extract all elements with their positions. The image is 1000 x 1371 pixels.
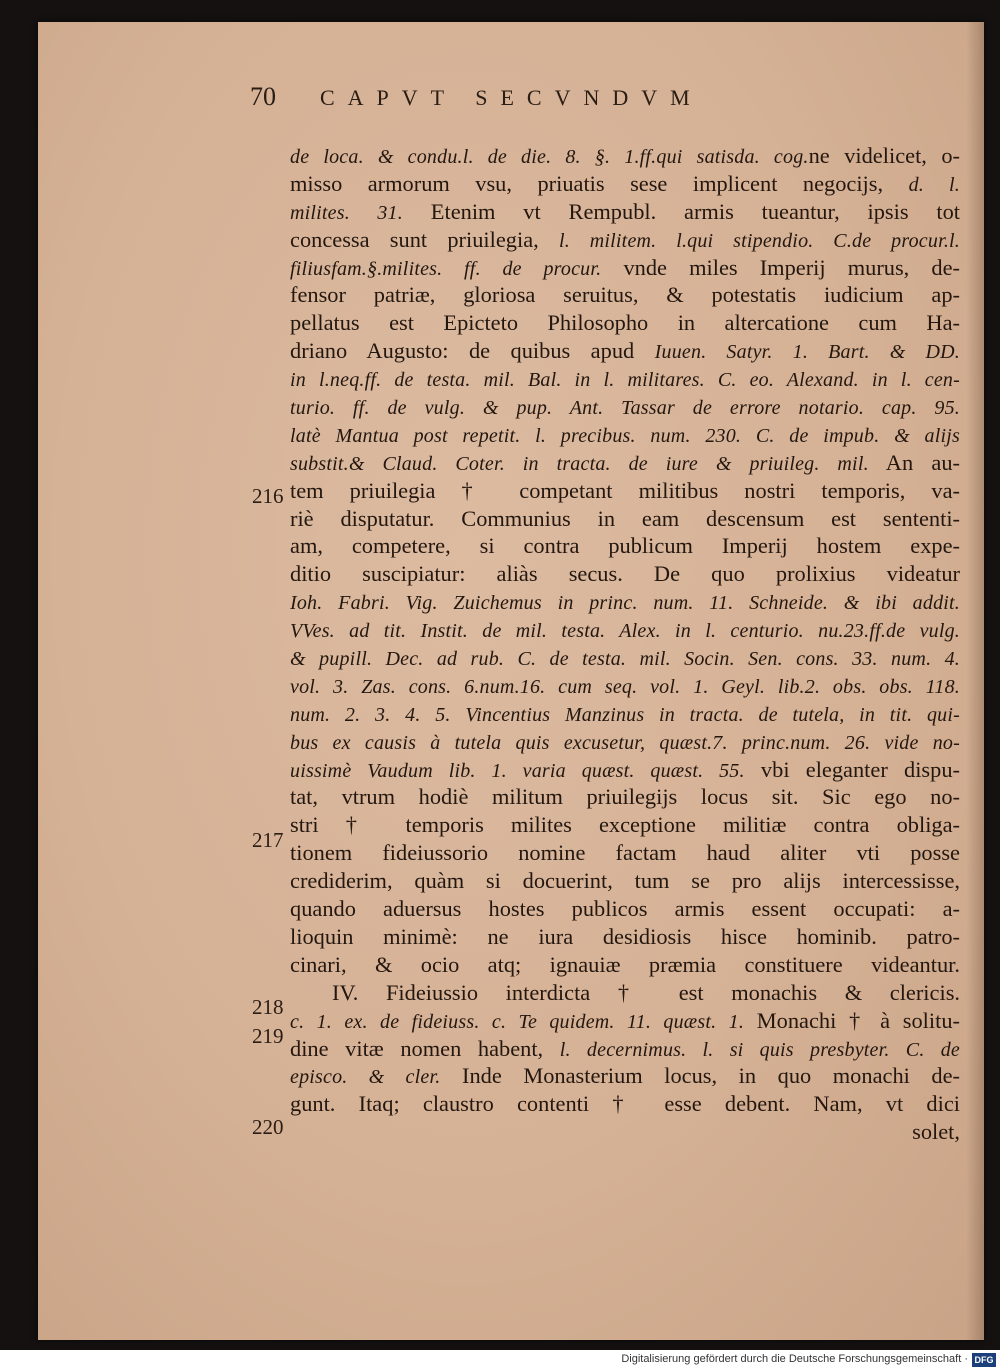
- body-segment: dine vitæ nomen habent,: [290, 1035, 560, 1061]
- citation-text: uissimè Vaudum lib. 1. varia quæst. quæst. 55.: [290, 759, 745, 782]
- body-text: [290, 142, 960, 1146]
- body-segment: Inde Monasterium locus, in quo monachi de-: [440, 1063, 960, 1089]
- text-line: [290, 811, 960, 839]
- page-number: 70: [250, 82, 276, 111]
- body-segment: solet,: [912, 1119, 960, 1145]
- text-line: [290, 867, 960, 895]
- text-line: [290, 449, 960, 477]
- margin-number-218: 218: [252, 995, 284, 1019]
- body-segment: IV. Fideiussio interdicta † est monachis & clericis.: [332, 979, 960, 1005]
- text-line: [290, 1007, 960, 1035]
- citation-text: num. 2. 3. 4. 5. Vincentius Manzinus in tracta. de tutela, in tit. qui-: [290, 703, 960, 726]
- text-line: [290, 1118, 960, 1146]
- page-edge-shadow: [966, 22, 984, 1340]
- body-segment: tionem fideiussorio nomine factam haud aliter vti posse: [290, 840, 960, 866]
- body-segment: tat, vtrum hodiè militum priuilegijs locus sit. Sic ego no-: [290, 784, 960, 810]
- text-line: [290, 142, 960, 170]
- citation-text: VVes. ad tit. Instit. de mil. testa. Alex. in l. centurio. nu.23.ff.de vulg.: [290, 620, 960, 643]
- text-line: [290, 532, 960, 560]
- text-line: [290, 198, 960, 226]
- body-segment: vbi eleganter dispu-: [744, 756, 960, 782]
- citation-text: c. 1. ex. de fideiuss. c. Te quidem. 11. quæst. 1.: [290, 1010, 745, 1033]
- citation-text: vol. 3. Zas. cons. 6.num.16. cum seq. vol. 1. Geyl. lib.2. obs. obs. 118.: [290, 675, 960, 698]
- text-line: [290, 309, 960, 337]
- citation-text: & pupill. Dec. ad rub. C. de testa. mil. Socin. Sen. cons. 33. num. 4.: [290, 648, 960, 671]
- body-segment: am, competere, si contra publicum Imperij hostem expe-: [290, 533, 960, 559]
- margin-number-217: 217: [252, 828, 284, 852]
- body-segment: misso armorum vsu, priuatis sese implicent negocijs,: [290, 170, 909, 196]
- dfg-logo: DFG: [972, 1353, 996, 1367]
- body-segment: pellatus est Epicteto Philosopho in altercatione cum Ha-: [290, 310, 960, 336]
- body-segment: Monachi † à solitu-: [744, 1007, 960, 1033]
- text-line: [290, 170, 960, 198]
- citation-text: filiusfam.§.milites. ff. de procur.: [290, 257, 602, 280]
- text-line: [290, 226, 960, 254]
- body-segment: crediderim, quàm si docuerint, tum se pro alijs intercessisse,: [290, 868, 960, 894]
- footer-bar: [0, 1350, 1000, 1371]
- body-segment: quando aduersus hostes publicos armis essent occupati: a-: [290, 896, 960, 922]
- text-line: [290, 365, 960, 393]
- body-segment: vnde miles Imperij murus, de-: [601, 254, 960, 280]
- citation-text: Iuuen. Satyr. 1. Bart. & DD.: [654, 341, 960, 364]
- text-line: [290, 839, 960, 867]
- body-segment: driano Augusto: de quibus apud: [290, 338, 655, 364]
- body-segment: gunt. Itaq; claustro contenti † esse debent. Nam, vt dici: [290, 1091, 960, 1117]
- text-line: [290, 1035, 960, 1063]
- citation-text: l. decernimus. l. si quis presbyter. C. de: [559, 1038, 960, 1061]
- citation-text: bus ex causis à tutela quis excusetur, quæst.7. princ.num. 26. vide no-: [290, 731, 960, 754]
- text-line: [290, 895, 960, 923]
- citation-text: latè Mantua post repetit. l. precibus. num. 230. C. de impub. & alijs: [290, 424, 960, 447]
- body-segment: stri † temporis milites exceptione militiæ contra obliga-: [290, 812, 960, 838]
- text-line: [290, 700, 960, 728]
- margin-number-220: 220: [252, 1115, 284, 1139]
- citation-text: de loca. & condu.l. de die. 8. §. 1.ff.qui satisda. cog.: [290, 146, 809, 168]
- text-line: [290, 783, 960, 811]
- citation-text: episco. & cler.: [290, 1066, 441, 1089]
- citation-text: turio. ff. de vulg. & pup. Ant. Tassar de errore notario. cap. 95.: [290, 397, 960, 420]
- text-line: [290, 1062, 960, 1090]
- body-segment: ne videlicet, o-: [808, 143, 960, 168]
- margin-number-216: 216: [252, 484, 284, 508]
- text-line: [290, 281, 960, 309]
- text-line: [290, 923, 960, 951]
- text-line: [290, 421, 960, 449]
- body-segment: Etenim vt Rempubl. armis tueantur, ipsis tot: [402, 198, 960, 224]
- text-line: [290, 951, 960, 979]
- footer-credit: Digitalisierung gefördert durch die Deutsche Forschungsgemeinschaft ·: [621, 1353, 968, 1365]
- body-segment: lioquin minimè: ne iura desidiosis hisce hominib. patro-: [290, 923, 960, 949]
- text-line: [290, 505, 960, 533]
- body-segment: fensor patriæ, gloriosa seruitus, & potestatis iudicium ap-: [290, 282, 960, 308]
- citation-text: milites. 31.: [290, 201, 403, 224]
- text-line: [290, 979, 960, 1007]
- running-title: CAPVT SECVNDVM: [320, 85, 703, 110]
- running-head: [250, 82, 820, 116]
- text-line: [290, 588, 960, 616]
- body-segment: cinari, & ocio atq; ignauiæ præmia constituere videantur.: [290, 951, 960, 977]
- text-line: [290, 756, 960, 784]
- citation-text: d. l.: [908, 173, 960, 196]
- citation-text: l. militem. l.qui stipendio. C.de procur.l.: [558, 229, 960, 252]
- body-segment: riè disputatur. Communius in eam descensum est sententi-: [290, 505, 960, 531]
- text-line: [290, 254, 960, 282]
- citation-text: Ioh. Fabri. Vig. Zuichemus in princ. num. 11. Schneide. & ibi addit.: [290, 592, 960, 615]
- text-line: [290, 477, 960, 505]
- text-line: [290, 616, 960, 644]
- citation-text: in l.neq.ff. de testa. mil. Bal. in l. militares. C. eo. Alexand. in l. cen-: [290, 369, 960, 392]
- text-line: [290, 644, 960, 672]
- body-segment: tem priuilegia † competant militibus nostri temporis, va-: [290, 477, 960, 503]
- text-line: [290, 672, 960, 700]
- text-line: [290, 728, 960, 756]
- citation-text: substit.& Claud. Coter. in tracta. de iure & priuileg. mil.: [290, 452, 869, 475]
- body-segment: concessa sunt priuilegia,: [290, 226, 559, 252]
- margin-number-219: 219: [252, 1024, 284, 1048]
- body-segment: ditio suscipiatur: aliàs secus. De quo prolixius videatur: [290, 561, 960, 587]
- text-line: [290, 1090, 960, 1118]
- text-line: [290, 560, 960, 588]
- text-line: [290, 393, 960, 421]
- text-line: [290, 337, 960, 365]
- body-segment: An au-: [868, 449, 960, 475]
